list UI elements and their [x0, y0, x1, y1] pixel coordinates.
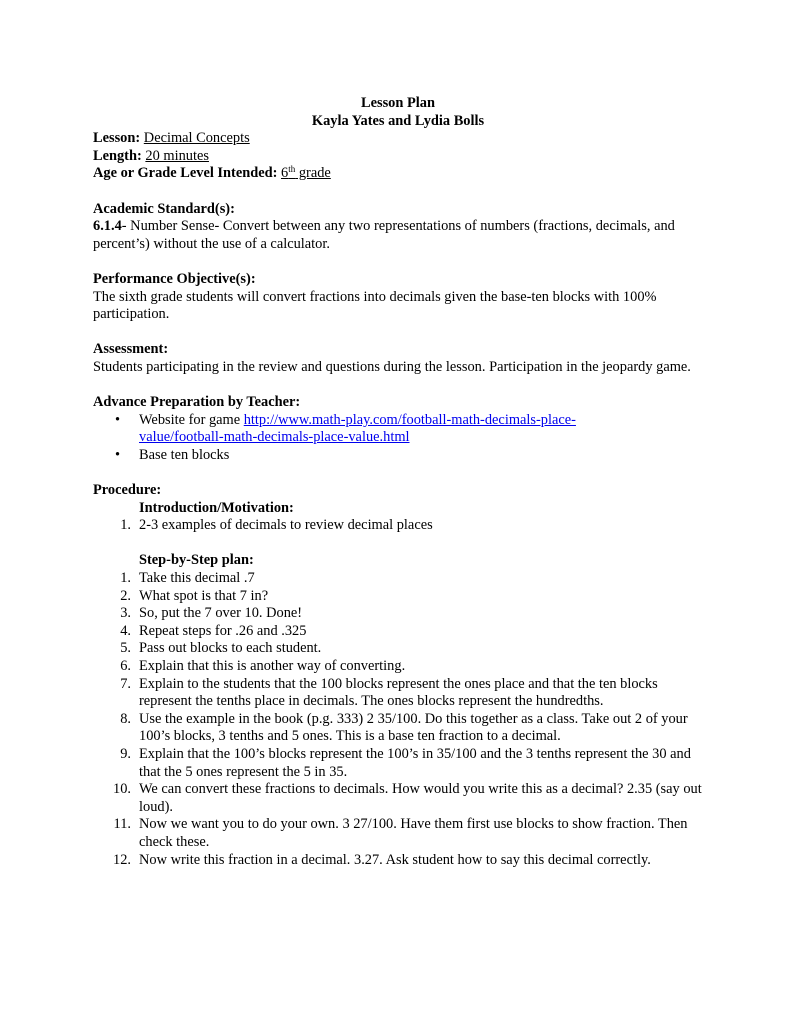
list-item-text: Explain to the students that the 100 blocks represent the ones place and that the ten blocks represent the tenths place in decimals. The ones blocks represent the hundredths. — [139, 675, 658, 710]
list-item — [93, 588, 703, 606]
list-item — [93, 605, 703, 623]
list-item — [93, 658, 703, 676]
list-number: 7. — [120, 675, 131, 692]
assessment-heading: Assessment: — [93, 341, 169, 358]
list-item — [93, 640, 703, 658]
list-item-text: Website for game — [139, 411, 244, 428]
list-number: 6. — [120, 658, 131, 674]
advance-preparation-heading: Advance Preparation by Teacher: — [93, 394, 301, 411]
list-item-text: Explain that the 100’s blocks represent the 100’s in 35/100 and the 3 tenths represent the 30 and that the 5 ones represent the 5 in 35. — [139, 745, 691, 780]
list-number: 12. — [113, 851, 131, 868]
assessment-text: Students participating in the review and questions during the lesson. Participation in the jeopardy game. — [93, 358, 691, 375]
advance-preparation-list — [93, 412, 703, 465]
list-item — [93, 746, 703, 781]
document-authors: Kayla Yates and Lydia Bolls — [311, 112, 485, 129]
list-number: 1. — [120, 570, 131, 587]
performance-objective-heading: Performance Objective(s): — [93, 270, 256, 287]
list-number: 9. — [120, 745, 131, 762]
grade-word: grade — [295, 165, 331, 182]
list-number: 5. — [120, 640, 131, 657]
lesson-line — [93, 130, 703, 148]
standard-code: 6.1.4 — [93, 218, 122, 235]
list-item — [93, 623, 703, 641]
list-item-text: Take this decimal .7 — [139, 570, 255, 587]
lesson-value: Decimal Concepts — [143, 130, 250, 147]
list-number: 2. — [120, 587, 131, 604]
document-body — [93, 95, 703, 869]
length-line — [93, 148, 703, 166]
list-item — [93, 412, 703, 447]
list-item-text: We can convert these fractions to decimals. How would you write this as a decimal? 2.35 (say out loud). — [139, 781, 702, 815]
list-item — [93, 711, 703, 746]
list-item-text: So, put the 7 over 10. Done! — [139, 605, 303, 622]
list-item — [93, 781, 703, 816]
list-item-text: Repeat steps for .26 and .325 — [139, 622, 307, 639]
grade-line — [93, 165, 703, 183]
academic-standard-heading: Academic Standard(s): — [93, 200, 235, 217]
procedure-heading: Procedure: — [93, 482, 162, 499]
list-item — [93, 570, 703, 588]
academic-standard-text — [93, 218, 703, 253]
list-item-text: Explain that this is another way of converting. — [139, 658, 406, 674]
performance-objective-text: The sixth grade students will convert fractions into decimals given the base-ten blocks with 100% participation. — [93, 288, 657, 323]
list-item-text: Base ten blocks — [139, 446, 230, 463]
length-label: Length: — [93, 147, 142, 164]
list-item — [93, 852, 703, 870]
bullet-icon: • — [115, 446, 121, 463]
list-item — [93, 676, 703, 711]
list-item-text: What spot is that 7 in? — [139, 587, 269, 604]
grade-value — [281, 165, 331, 181]
list-item — [93, 816, 703, 851]
length-value: 20 minutes — [145, 147, 209, 164]
list-item — [93, 447, 703, 465]
list-item-text: Use the example in the book (p.g. 333) 2 35/100. Do this together as a class. Take out 2 of your 100’s blocks, 3 tenths and 5 ones. This is a base ten fraction to a decimal. — [139, 710, 688, 745]
list-number: 1. — [120, 517, 131, 534]
list-number: 4. — [120, 622, 131, 639]
game-website-link[interactable]: http://www.math-play.com/football-math-decimals-place- value/football-math-decimals-place-value.html — [139, 411, 576, 446]
lesson-label: Lesson: — [93, 130, 141, 147]
grade-superscript: th — [288, 164, 296, 175]
list-number: 3. — [120, 605, 131, 622]
plan-list — [93, 570, 703, 869]
list-item-text: Now write this fraction in a decimal. 3.27. Ask student how to say this decimal correctly. — [139, 851, 651, 868]
intro-heading: Introduction/Motivation: — [139, 499, 294, 516]
grade-label: Age or Grade Level Intended: — [93, 165, 278, 182]
list-number: 10. — [113, 781, 131, 798]
standard-description: - Number Sense- Convert between any two representations of numbers (fractions, decimals, and percent’s) without the use of a calculator. — [93, 218, 675, 252]
list-item-text: Now we want you to do your own. 3 27/100. Have them first use blocks to show fraction. Then check these. — [139, 816, 688, 850]
list-number: 11. — [113, 816, 131, 833]
list-item — [93, 517, 703, 535]
document-title: Lesson Plan — [361, 95, 435, 111]
grade-number: 6 — [281, 165, 289, 182]
plan-heading: Step-by-Step plan: — [139, 552, 254, 569]
list-item-text: 2-3 examples of decimals to review decimal places — [139, 517, 433, 534]
list-item-text: Pass out blocks to each student. — [139, 640, 322, 657]
list-number: 8. — [120, 710, 131, 727]
bullet-icon: • — [115, 411, 121, 428]
intro-list — [93, 517, 703, 535]
